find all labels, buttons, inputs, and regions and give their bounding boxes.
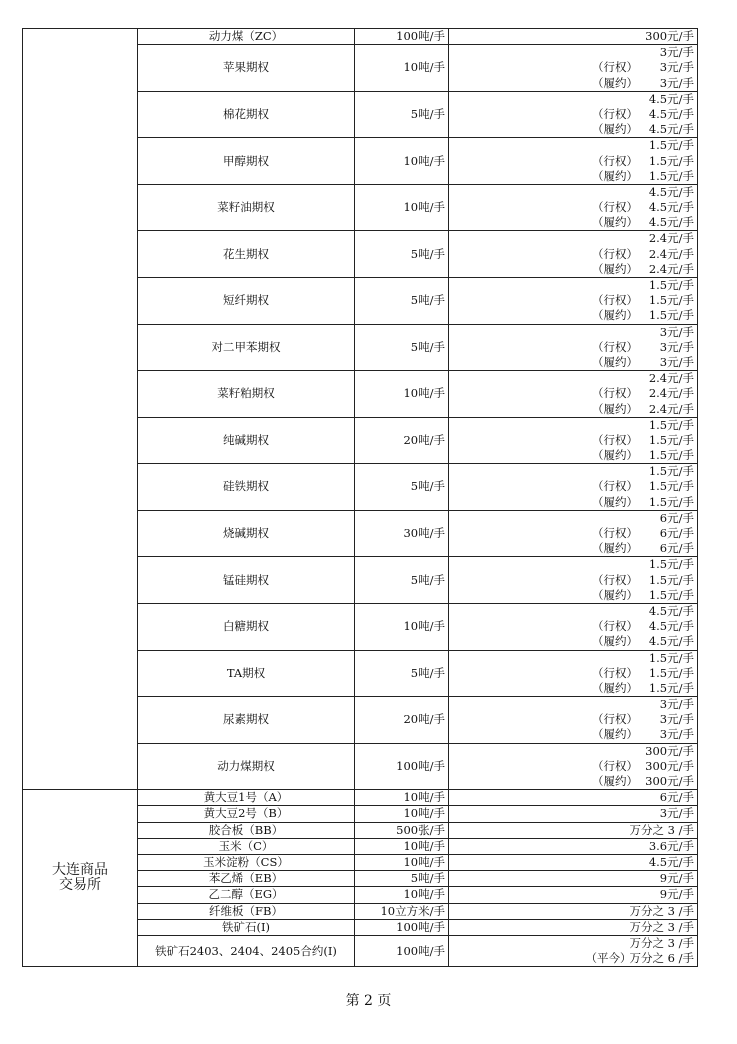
contract-unit: 100吨/手	[355, 743, 449, 790]
fee-value: 3.6元/手	[648, 838, 694, 853]
fee-value: 9元/手	[659, 887, 694, 902]
fee-cell	[449, 936, 698, 967]
fee-line	[452, 122, 694, 137]
fee-line	[452, 823, 694, 838]
fee-value: 万分之 3 /手	[629, 903, 694, 918]
fee-line	[452, 29, 694, 44]
fee-line	[452, 495, 694, 510]
fee-value: 1.5元/手	[648, 308, 694, 323]
fee-type-label: （行权）	[592, 246, 638, 261]
fee-line	[452, 557, 694, 572]
fee-cell	[449, 91, 698, 138]
fee-value: 4.5元/手	[648, 603, 694, 618]
fee-line	[452, 479, 694, 494]
fee-value: 1.5元/手	[648, 557, 694, 572]
contract-unit: 20吨/手	[355, 697, 449, 744]
fee-value: 1.5元/手	[648, 448, 694, 463]
product-name: 烧碱期权	[138, 510, 355, 557]
fee-value: 3元/手	[659, 727, 694, 742]
fee-line	[452, 138, 694, 153]
product-name: 玉米淀粉（CS）	[138, 855, 355, 871]
fee-type-label: （履约）	[592, 448, 638, 463]
fee-line	[452, 92, 694, 107]
fee-value: 4.5元/手	[648, 91, 694, 106]
fee-value: 2.4元/手	[648, 231, 694, 246]
fee-line	[452, 588, 694, 603]
contract-unit: 10吨/手	[355, 855, 449, 871]
fee-value: 2.4元/手	[648, 261, 694, 276]
product-name: 黄大豆1号（A）	[138, 790, 355, 806]
fee-line	[452, 511, 694, 526]
contract-unit: 10吨/手	[355, 184, 449, 231]
contract-unit: 100吨/手	[355, 919, 449, 935]
fee-line	[452, 666, 694, 681]
product-name: 白糖期权	[138, 603, 355, 650]
fee-value: 1.5元/手	[648, 417, 694, 432]
fee-value: 3元/手	[659, 712, 694, 727]
fee-line	[452, 325, 694, 340]
fee-type-label: （履约）	[592, 680, 638, 695]
fee-value: 3元/手	[659, 60, 694, 75]
fee-line	[452, 154, 694, 169]
fee-cell	[449, 919, 698, 935]
fee-cell	[449, 278, 698, 325]
contract-unit: 10吨/手	[355, 790, 449, 806]
fee-value: 300元/手	[645, 743, 694, 758]
fee-cell	[449, 464, 698, 511]
fee-type-label: （行权）	[592, 665, 638, 680]
fee-type-label: （行权）	[592, 293, 638, 308]
contract-unit: 500张/手	[355, 822, 449, 838]
contract-unit: 10吨/手	[355, 603, 449, 650]
fee-type-label: （履约）	[592, 354, 638, 369]
fee-line	[452, 355, 694, 370]
fee-value: 4.5元/手	[648, 200, 694, 215]
fee-cell	[449, 138, 698, 185]
fee-type-label: （履约）	[592, 122, 638, 137]
fee-type-label: （行权）	[592, 479, 638, 494]
fee-line	[452, 60, 694, 75]
fee-value: 300元/手	[645, 758, 694, 773]
contract-unit: 5吨/手	[355, 324, 449, 371]
contract-unit: 30吨/手	[355, 510, 449, 557]
fee-type-label: （行权）	[592, 619, 638, 634]
fee-value: 6元/手	[659, 510, 694, 525]
fee-line	[452, 619, 694, 634]
fee-line	[452, 871, 694, 886]
contract-unit: 5吨/手	[355, 231, 449, 278]
fee-line	[452, 759, 694, 774]
product-name: 锰硅期权	[138, 557, 355, 604]
product-name: 甲醇期权	[138, 138, 355, 185]
exchange-cell	[23, 29, 138, 790]
fee-type-label: （行权）	[592, 526, 638, 541]
contract-unit: 10吨/手	[355, 806, 449, 822]
fee-value: 4.5元/手	[648, 122, 694, 137]
fee-line	[452, 951, 694, 966]
fee-value: 4.5元/手	[648, 855, 694, 870]
product-name: 铁矿石2403、2404、2405合约(I)	[138, 936, 355, 967]
fee-line	[452, 386, 694, 401]
fee-type-label: （行权）	[592, 106, 638, 121]
fee-type-label: （平今）	[585, 951, 632, 966]
fee-cell	[449, 697, 698, 744]
fee-value: 4.5元/手	[648, 184, 694, 199]
contract-unit: 10吨/手	[355, 838, 449, 854]
contract-unit: 100吨/手	[355, 29, 449, 45]
fee-line	[452, 247, 694, 262]
fee-cell	[449, 45, 698, 92]
fee-line	[452, 107, 694, 122]
fee-cell	[449, 743, 698, 790]
fee-value: 1.5元/手	[648, 572, 694, 587]
fee-value: 1.5元/手	[648, 464, 694, 479]
fee-line	[452, 169, 694, 184]
contract-unit: 10吨/手	[355, 138, 449, 185]
fee-line	[452, 215, 694, 230]
product-name: 菜籽油期权	[138, 184, 355, 231]
exchange-name-line: 交易所	[59, 877, 101, 894]
fee-cell	[449, 903, 698, 919]
product-name: 菜籽粕期权	[138, 371, 355, 418]
fee-cell	[449, 887, 698, 903]
fee-type-label: （行权）	[592, 712, 638, 727]
fee-line	[452, 340, 694, 355]
fee-value: 万分之 3 /手	[629, 936, 694, 951]
fee-value: 万分之 6 /手	[629, 951, 694, 966]
product-name: 玉米（C）	[138, 838, 355, 854]
fee-line	[452, 293, 694, 308]
fee-type-label: （行权）	[592, 386, 638, 401]
fee-value: 6元/手	[659, 541, 694, 556]
fee-line	[452, 697, 694, 712]
fee-value: 3元/手	[659, 806, 694, 821]
fee-line	[452, 262, 694, 277]
fee-line	[452, 231, 694, 246]
fee-line	[452, 920, 694, 935]
fee-type-label: （履约）	[592, 774, 638, 789]
fee-value: 3元/手	[659, 354, 694, 369]
fee-cell	[449, 510, 698, 557]
fee-type-label: （履约）	[592, 308, 638, 323]
contract-unit: 5吨/手	[355, 650, 449, 697]
contract-unit: 5吨/手	[355, 278, 449, 325]
fee-line	[452, 185, 694, 200]
fee-value: 2.4元/手	[648, 386, 694, 401]
fee-cell	[449, 871, 698, 887]
fee-cell	[449, 650, 698, 697]
table-row	[23, 29, 698, 45]
fee-cell	[449, 371, 698, 418]
fee-cell	[449, 557, 698, 604]
fee-value: 2.4元/手	[648, 246, 694, 261]
fee-cell	[449, 855, 698, 871]
exchange-name-line: 大连商品	[52, 862, 108, 879]
fee-value: 4.5元/手	[648, 215, 694, 230]
product-name: 苹果期权	[138, 45, 355, 92]
product-name: 动力煤（ZC）	[138, 29, 355, 45]
product-name: 胶合板（BB）	[138, 822, 355, 838]
fee-line	[452, 774, 694, 789]
fee-cell	[449, 838, 698, 854]
fee-value: 万分之 3 /手	[629, 822, 694, 837]
fee-cell	[449, 184, 698, 231]
product-name: TA期权	[138, 650, 355, 697]
fee-type-label: （履约）	[592, 727, 638, 742]
contract-unit: 5吨/手	[355, 464, 449, 511]
fee-line	[452, 464, 694, 479]
product-name: 花生期权	[138, 231, 355, 278]
fee-value: 3元/手	[659, 339, 694, 354]
fee-value: 3元/手	[659, 45, 694, 60]
fee-value: 2.4元/手	[648, 401, 694, 416]
fee-line	[452, 855, 694, 870]
fee-type-label: （履约）	[592, 401, 638, 416]
fee-type-label: （行权）	[592, 200, 638, 215]
fee-value: 1.5元/手	[648, 293, 694, 308]
product-name: 动力煤期权	[138, 743, 355, 790]
fee-cell	[449, 822, 698, 838]
fee-value: 9元/手	[659, 871, 694, 886]
fee-line	[452, 651, 694, 666]
fee-cell	[449, 417, 698, 464]
fee-line	[452, 448, 694, 463]
fee-table	[22, 28, 698, 967]
fee-line	[452, 887, 694, 902]
product-name: 尿素期权	[138, 697, 355, 744]
fee-value: 4.5元/手	[648, 106, 694, 121]
exchange-cell	[23, 790, 138, 967]
contract-unit: 10吨/手	[355, 371, 449, 418]
fee-value: 6元/手	[659, 790, 694, 805]
fee-cell	[449, 231, 698, 278]
fee-line	[452, 936, 694, 951]
fee-line	[452, 634, 694, 649]
fee-type-label: （履约）	[592, 75, 638, 90]
fee-value: 1.5元/手	[648, 680, 694, 695]
fee-value: 1.5元/手	[648, 494, 694, 509]
fee-value: 3元/手	[659, 324, 694, 339]
contract-unit: 10吨/手	[355, 887, 449, 903]
fee-line	[452, 541, 694, 556]
fee-value: 1.5元/手	[648, 278, 694, 293]
product-name: 棉花期权	[138, 91, 355, 138]
fee-line	[452, 526, 694, 541]
fee-line	[452, 200, 694, 215]
fee-type-label: （履约）	[592, 587, 638, 602]
fee-line	[452, 727, 694, 742]
product-name: 苯乙烯（EB）	[138, 871, 355, 887]
fee-cell	[449, 324, 698, 371]
fee-value: 1.5元/手	[648, 138, 694, 153]
fee-type-label: （行权）	[592, 572, 638, 587]
fee-line	[452, 806, 694, 821]
fee-line	[452, 604, 694, 619]
product-name: 纤维板（FB）	[138, 903, 355, 919]
fee-value: 4.5元/手	[648, 634, 694, 649]
fee-cell	[449, 603, 698, 650]
fee-line	[452, 433, 694, 448]
product-name: 黄大豆2号（B）	[138, 806, 355, 822]
fee-type-label: （履约）	[592, 634, 638, 649]
fee-value: 300元/手	[645, 774, 694, 789]
fee-value: 1.5元/手	[648, 479, 694, 494]
contract-unit: 5吨/手	[355, 871, 449, 887]
fee-line	[452, 744, 694, 759]
table-row	[23, 790, 698, 806]
fee-type-label: （履约）	[592, 541, 638, 556]
fee-line	[452, 904, 694, 919]
contract-unit: 20吨/手	[355, 417, 449, 464]
fee-type-label: （行权）	[592, 432, 638, 447]
fee-type-label: （履约）	[592, 215, 638, 230]
fee-line	[452, 402, 694, 417]
contract-unit: 100吨/手	[355, 936, 449, 967]
contract-unit: 10立方米/手	[355, 903, 449, 919]
fee-value: 1.5元/手	[648, 168, 694, 183]
fee-value: 1.5元/手	[648, 432, 694, 447]
fee-value: 300元/手	[645, 29, 694, 43]
fee-value: 1.5元/手	[648, 153, 694, 168]
product-name: 硅铁期权	[138, 464, 355, 511]
product-name: 乙二醇（EG）	[138, 887, 355, 903]
product-name: 铁矿石(I)	[138, 919, 355, 935]
fee-line	[452, 76, 694, 91]
fee-type-label: （行权）	[592, 339, 638, 354]
fee-value: 2.4元/手	[648, 371, 694, 386]
fee-line	[452, 790, 694, 805]
fee-value: 3元/手	[659, 697, 694, 712]
fee-type-label: （行权）	[592, 60, 638, 75]
product-name: 纯碱期权	[138, 417, 355, 464]
fee-cell	[449, 806, 698, 822]
fee-line	[452, 418, 694, 433]
fee-line	[452, 712, 694, 727]
fee-line	[452, 278, 694, 293]
fee-type-label: （履约）	[592, 261, 638, 276]
page-number: 第 2 页	[345, 993, 392, 1009]
product-name: 对二甲苯期权	[138, 324, 355, 371]
fee-value: 万分之 3 /手	[629, 919, 694, 934]
fee-type-label: （履约）	[592, 494, 638, 509]
fee-cell	[449, 790, 698, 806]
contract-unit: 10吨/手	[355, 45, 449, 92]
fee-line	[452, 308, 694, 323]
fee-line	[452, 839, 694, 854]
contract-unit: 5吨/手	[355, 91, 449, 138]
fee-type-label: （履约）	[592, 168, 638, 183]
fee-line	[452, 371, 694, 386]
fee-type-label: （行权）	[592, 758, 638, 773]
fee-line	[452, 45, 694, 60]
contract-unit: 5吨/手	[355, 557, 449, 604]
fee-value: 3元/手	[659, 75, 694, 90]
fee-value: 1.5元/手	[648, 650, 694, 665]
product-name: 短纤期权	[138, 278, 355, 325]
fee-value: 1.5元/手	[648, 665, 694, 680]
fee-line	[452, 573, 694, 588]
fee-type-label: （行权）	[592, 153, 638, 168]
fee-value: 6元/手	[659, 526, 694, 541]
fee-line	[452, 681, 694, 696]
fee-value: 1.5元/手	[648, 587, 694, 602]
fee-value: 4.5元/手	[648, 619, 694, 634]
fee-cell	[449, 29, 698, 45]
